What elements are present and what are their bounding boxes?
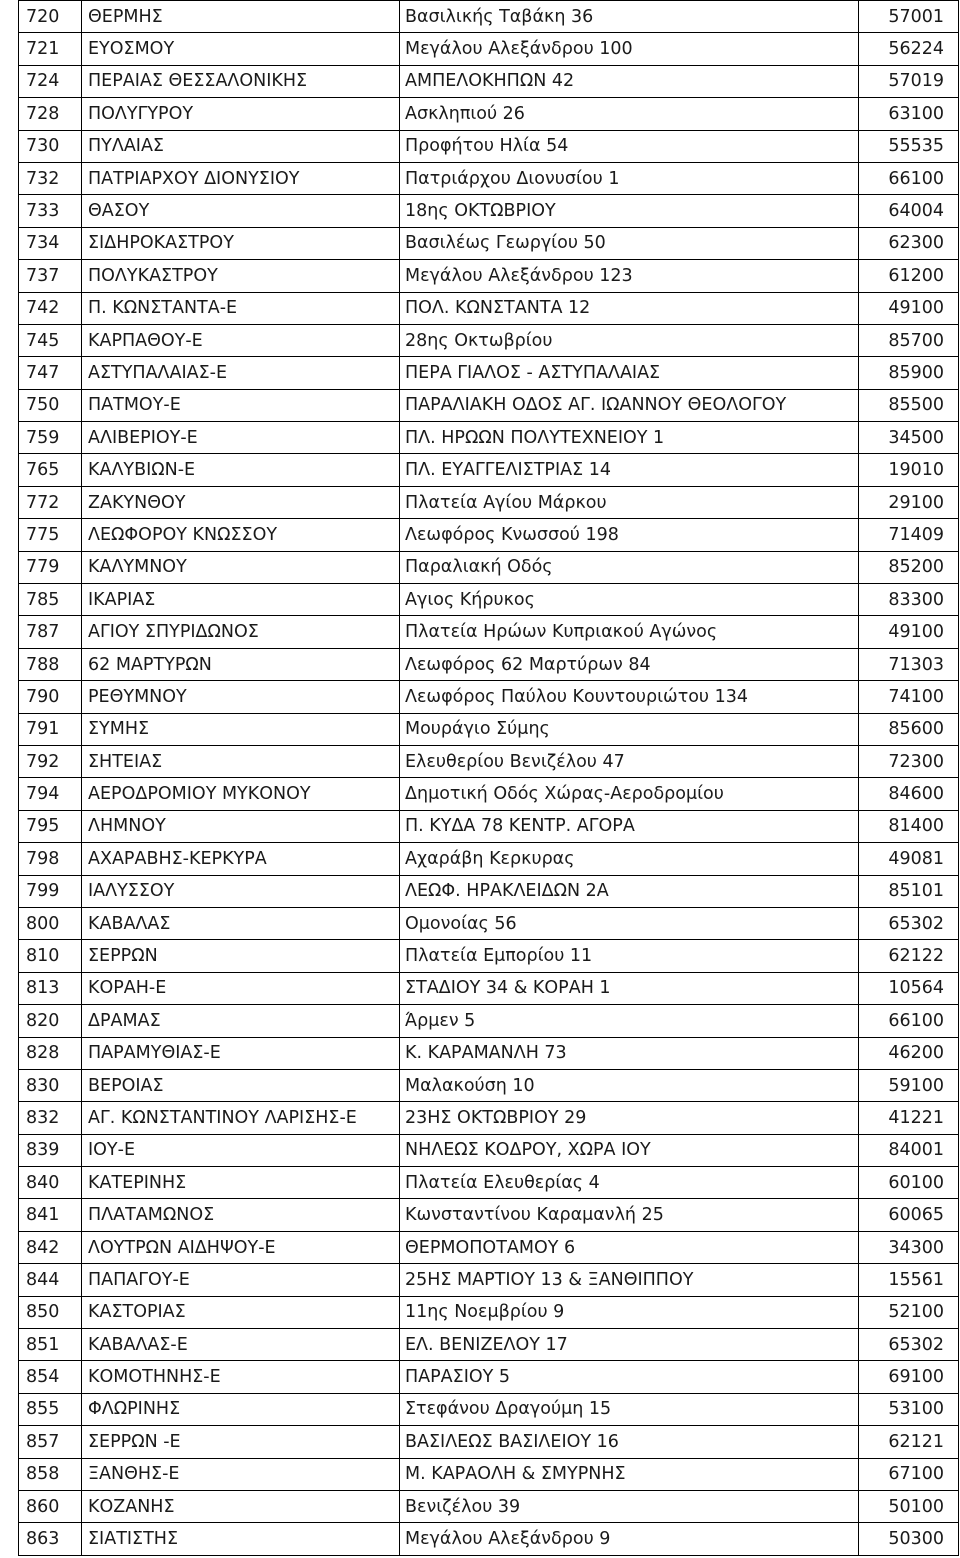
branch-name-cell: ΘΑΣΟΥ (82, 195, 400, 227)
postal-code-cell: 60065 (859, 1199, 959, 1231)
branch-address-cell: Πατριάρχου Διονυσίου 1 (400, 162, 859, 194)
branch-address-cell: 28ης Οκτωβρίου (400, 324, 859, 356)
branch-code-cell: 732 (19, 162, 82, 194)
branch-name-cell: ΣΕΡΡΩΝ -Ε (82, 1426, 400, 1458)
branch-name-cell: ΦΛΩΡΙΝΗΣ (82, 1393, 400, 1425)
branch-address-cell: Πλατεία Ηρώων Κυπριακού Αγώνος (400, 616, 859, 648)
postal-code-cell: 66100 (859, 1005, 959, 1037)
branch-code-cell: 733 (19, 195, 82, 227)
branch-code-cell: 863 (19, 1523, 82, 1555)
table-row (19, 1102, 959, 1134)
branch-address-cell: ΘΕΡΜΟΠΟΤΑΜΟΥ 6 (400, 1231, 859, 1263)
postal-code-cell: 10564 (859, 972, 959, 1004)
postal-code-cell: 81400 (859, 810, 959, 842)
table-row (19, 357, 959, 389)
postal-code-cell: 53100 (859, 1393, 959, 1425)
postal-code-cell: 15561 (859, 1264, 959, 1296)
branch-code-cell: 734 (19, 227, 82, 259)
branch-code-cell: 721 (19, 33, 82, 65)
branch-code-cell: 800 (19, 907, 82, 939)
table-row (19, 584, 959, 616)
table-row (19, 1426, 959, 1458)
postal-code-cell: 56224 (859, 33, 959, 65)
table-row (19, 810, 959, 842)
postal-code-cell: 49100 (859, 616, 959, 648)
postal-code-cell: 85600 (859, 713, 959, 745)
branch-address-cell: Μαλακούση 10 (400, 1069, 859, 1101)
branch-code-cell: 794 (19, 778, 82, 810)
branch-name-cell: ΚΑΛΥΜΝΟΥ (82, 551, 400, 583)
postal-code-cell: 50100 (859, 1490, 959, 1522)
branch-code-cell: 750 (19, 389, 82, 421)
branch-code-cell: 813 (19, 972, 82, 1004)
branch-code-cell: 772 (19, 486, 82, 518)
branch-name-cell: ΞΑΝΘΗΣ-Ε (82, 1458, 400, 1490)
branch-code-cell: 857 (19, 1426, 82, 1458)
branch-address-cell: ΣΤΑΔΙΟΥ 34 & ΚΟΡΑΗ 1 (400, 972, 859, 1004)
branch-address-cell: Λεωφόρος 62 Μαρτύρων 84 (400, 648, 859, 680)
branch-code-cell: 844 (19, 1264, 82, 1296)
branch-address-cell: ΠΕΡΑ ΓΙΑΛΟΣ - ΑΣΤΥΠΑΛΑΙΑΣ (400, 357, 859, 389)
branch-name-cell: ΔΡΑΜΑΣ (82, 1005, 400, 1037)
table-row (19, 260, 959, 292)
branch-code-cell: 765 (19, 454, 82, 486)
postal-code-cell: 57019 (859, 65, 959, 97)
postal-code-cell: 41221 (859, 1102, 959, 1134)
branch-address-cell: 11ης Νοεμβρίου 9 (400, 1296, 859, 1328)
branch-name-cell: ΖΑΚΥΝΘΟΥ (82, 486, 400, 518)
branch-name-cell: ΠΑΤΡΙΑΡΧΟΥ ΔΙΟΝΥΣΙΟΥ (82, 162, 400, 194)
postal-code-cell: 34300 (859, 1231, 959, 1263)
table-row (19, 972, 959, 1004)
branch-code-cell: 742 (19, 292, 82, 324)
branch-address-cell: 25ΗΣ ΜΑΡΤΙΟΥ 13 & ΞΑΝΘΙΠΠΟΥ (400, 1264, 859, 1296)
postal-code-cell: 34500 (859, 422, 959, 454)
branch-address-cell: Λεωφόρος Κνωσσού 198 (400, 519, 859, 551)
branch-name-cell: ΙΚΑΡΙΑΣ (82, 584, 400, 616)
postal-code-cell: 67100 (859, 1458, 959, 1490)
branch-code-cell: 830 (19, 1069, 82, 1101)
postal-code-cell: 64004 (859, 195, 959, 227)
branch-name-cell: ΠΟΛΥΓΥΡΟΥ (82, 98, 400, 130)
table-row (19, 1523, 959, 1555)
table-row (19, 1490, 959, 1522)
branch-name-cell: ΚΑΒΑΛΑΣ (82, 907, 400, 939)
branch-name-cell: ΚΟΡΑΗ-Ε (82, 972, 400, 1004)
branch-name-cell: ΚΟΜΟΤΗΝΗΣ-Ε (82, 1361, 400, 1393)
branch-code-cell: 759 (19, 422, 82, 454)
table-row (19, 1167, 959, 1199)
branch-address-cell: Κωνσταντίνου Καραμανλή 25 (400, 1199, 859, 1231)
table-row (19, 1264, 959, 1296)
postal-code-cell: 49100 (859, 292, 959, 324)
table-row (19, 65, 959, 97)
postal-code-cell: 19010 (859, 454, 959, 486)
branch-code-cell: 787 (19, 616, 82, 648)
table-row (19, 98, 959, 130)
branch-address-cell: Παραλιακή Οδός (400, 551, 859, 583)
branch-code-cell: 720 (19, 1, 82, 33)
postal-code-cell: 84001 (859, 1134, 959, 1166)
table-row (19, 1037, 959, 1069)
branch-table (18, 0, 959, 1556)
branch-name-cell: ΙΑΛΥΣΣΟΥ (82, 875, 400, 907)
branch-code-cell: 854 (19, 1361, 82, 1393)
branch-name-cell: ΛΗΜΝΟΥ (82, 810, 400, 842)
branch-name-cell: ΑΧΑΡΑΒΗΣ-ΚΕΡΚΥΡΑ (82, 843, 400, 875)
branch-address-cell: ΠΑΡΑΣΙΟΥ 5 (400, 1361, 859, 1393)
branch-code-cell: 747 (19, 357, 82, 389)
postal-code-cell: 74100 (859, 681, 959, 713)
postal-code-cell: 72300 (859, 745, 959, 777)
table-row (19, 940, 959, 972)
postal-code-cell: 69100 (859, 1361, 959, 1393)
branch-code-cell: 795 (19, 810, 82, 842)
table-row (19, 389, 959, 421)
branch-address-cell: Αχαράβη Κερκυρας (400, 843, 859, 875)
postal-code-cell: 62122 (859, 940, 959, 972)
branch-address-cell: ΛΕΩΦ. ΗΡΑΚΛΕΙΔΩΝ 2Α (400, 875, 859, 907)
branch-address-cell: Μουράγιο Σύμης (400, 713, 859, 745)
branch-code-cell: 728 (19, 98, 82, 130)
branch-name-cell: ΚΑΛΥΒΙΩΝ-Ε (82, 454, 400, 486)
postal-code-cell: 62300 (859, 227, 959, 259)
table-row (19, 681, 959, 713)
branch-address-cell: ΠΛ. ΕΥΑΓΓΕΛΙΣΤΡΙΑΣ 14 (400, 454, 859, 486)
table-row (19, 1, 959, 33)
branch-name-cell: ΑΓ. ΚΩΝΣΤΑΝΤΙΝΟΥ ΛΑΡΙΣΗΣ-Ε (82, 1102, 400, 1134)
branch-name-cell: ΙΟΥ-Ε (82, 1134, 400, 1166)
branch-name-cell: ΠΑΡΑΜΥΘΙΑΣ-Ε (82, 1037, 400, 1069)
branch-address-cell: 18ης ΟΚΤΩΒΡΙΟΥ (400, 195, 859, 227)
table-row (19, 519, 959, 551)
branch-code-cell: 840 (19, 1167, 82, 1199)
branch-code-cell: 839 (19, 1134, 82, 1166)
branch-address-cell: Κ. ΚΑΡΑΜΑΝΛΗ 73 (400, 1037, 859, 1069)
branch-address-cell: Στεφάνου Δραγούμη 15 (400, 1393, 859, 1425)
table-row (19, 551, 959, 583)
branch-name-cell: ΒΕΡΟΙΑΣ (82, 1069, 400, 1101)
postal-code-cell: 85900 (859, 357, 959, 389)
branch-name-cell: ΠΑΠΑΓΟΥ-Ε (82, 1264, 400, 1296)
branch-name-cell: Π. ΚΩΝΣΤΑΝΤΑ-Ε (82, 292, 400, 324)
branch-name-cell: ΑΕΡΟΔΡΟΜΙΟΥ ΜΥΚΟΝΟΥ (82, 778, 400, 810)
branch-code-cell: 842 (19, 1231, 82, 1263)
postal-code-cell: 46200 (859, 1037, 959, 1069)
branch-address-cell: Μ. ΚΑΡΑΟΛΗ & ΣΜΥΡΝΗΣ (400, 1458, 859, 1490)
branch-code-cell: 798 (19, 843, 82, 875)
branch-code-cell: 790 (19, 681, 82, 713)
postal-code-cell: 85200 (859, 551, 959, 583)
branch-code-cell: 724 (19, 65, 82, 97)
branch-address-cell: Βασιλέως Γεωργίου 50 (400, 227, 859, 259)
branch-code-cell: 820 (19, 1005, 82, 1037)
table-row (19, 130, 959, 162)
branch-code-cell: 788 (19, 648, 82, 680)
postal-code-cell: 59100 (859, 1069, 959, 1101)
branch-address-cell: ΕΛ. ΒΕΝΙΖΕΛΟΥ 17 (400, 1329, 859, 1361)
table-row (19, 324, 959, 356)
table-row (19, 1458, 959, 1490)
table-row (19, 454, 959, 486)
branch-name-cell: ΠΑΤΜΟΥ-Ε (82, 389, 400, 421)
branch-name-cell: 62 ΜΑΡΤΥΡΩΝ (82, 648, 400, 680)
postal-code-cell: 61200 (859, 260, 959, 292)
branch-address-cell: Μεγάλου Αλεξάνδρου 9 (400, 1523, 859, 1555)
table-row (19, 713, 959, 745)
table-row (19, 745, 959, 777)
postal-code-cell: 83300 (859, 584, 959, 616)
branch-address-cell: Πλατεία Ελευθερίας 4 (400, 1167, 859, 1199)
table-row (19, 778, 959, 810)
branch-code-cell: 775 (19, 519, 82, 551)
branch-code-cell: 850 (19, 1296, 82, 1328)
postal-code-cell: 71409 (859, 519, 959, 551)
table-row (19, 1134, 959, 1166)
table-row (19, 1231, 959, 1263)
postal-code-cell: 63100 (859, 98, 959, 130)
branch-address-cell: Ελευθερίου Βενιζέλου 47 (400, 745, 859, 777)
branch-code-cell: 779 (19, 551, 82, 583)
branch-code-cell: 810 (19, 940, 82, 972)
branch-code-cell: 730 (19, 130, 82, 162)
postal-code-cell: 57001 (859, 1, 959, 33)
branch-name-cell: ΚΟΖΑΝΗΣ (82, 1490, 400, 1522)
branch-address-cell: Ασκληπιού 26 (400, 98, 859, 130)
branch-address-cell: ΝΗΛΕΩΣ ΚΟΔΡΟΥ, ΧΩΡΑ ΙΟΥ (400, 1134, 859, 1166)
branch-address-cell: Π. ΚΥΔΑ 78 ΚΕΝΤΡ. ΑΓΟΡΑ (400, 810, 859, 842)
branch-code-cell: 737 (19, 260, 82, 292)
branch-address-cell: Πλατεία Εμπορίου 11 (400, 940, 859, 972)
postal-code-cell: 52100 (859, 1296, 959, 1328)
branch-name-cell: ΚΑΡΠΑΘΟΥ-Ε (82, 324, 400, 356)
table-row (19, 227, 959, 259)
branch-address-cell: Βενιζέλου 39 (400, 1490, 859, 1522)
branch-name-cell: ΚΑΒΑΛΑΣ-Ε (82, 1329, 400, 1361)
table-row (19, 33, 959, 65)
table-row (19, 1296, 959, 1328)
table-row (19, 1199, 959, 1231)
branch-name-cell: ΚΑΤΕΡΙΝΗΣ (82, 1167, 400, 1199)
postal-code-cell: 84600 (859, 778, 959, 810)
postal-code-cell: 65302 (859, 907, 959, 939)
table-row (19, 1393, 959, 1425)
branch-name-cell: ΠΛΑΤΑΜΩΝΟΣ (82, 1199, 400, 1231)
postal-code-cell: 71303 (859, 648, 959, 680)
table-row (19, 1361, 959, 1393)
branch-code-cell: 832 (19, 1102, 82, 1134)
table-row (19, 486, 959, 518)
branch-name-cell: ΠΕΡΑΙΑΣ ΘΕΣΣΑΛΟΝΙΚΗΣ (82, 65, 400, 97)
branch-address-cell: Αγιος Κήρυκος (400, 584, 859, 616)
branch-name-cell: ΣΥΜΗΣ (82, 713, 400, 745)
branch-address-cell: Πλατεία Αγίου Μάρκου (400, 486, 859, 518)
table-row (19, 422, 959, 454)
branch-address-cell: Προφήτου Ηλία 54 (400, 130, 859, 162)
postal-code-cell: 49081 (859, 843, 959, 875)
table-row (19, 648, 959, 680)
postal-code-cell: 29100 (859, 486, 959, 518)
branch-name-cell: ΣΗΤΕΙΑΣ (82, 745, 400, 777)
branch-name-cell: ΠΥΛΑΙΑΣ (82, 130, 400, 162)
table-row (19, 195, 959, 227)
branch-address-cell: Μεγάλου Αλεξάνδρου 100 (400, 33, 859, 65)
postal-code-cell: 66100 (859, 162, 959, 194)
branch-table-body (19, 1, 959, 1556)
branch-code-cell: 860 (19, 1490, 82, 1522)
branch-name-cell: ΚΑΣΤΟΡΙΑΣ (82, 1296, 400, 1328)
branch-address-cell: ΠΟΛ. ΚΩΝΣΤΑΝΤΑ 12 (400, 292, 859, 324)
branch-name-cell: ΣΕΡΡΩΝ (82, 940, 400, 972)
table-row (19, 1069, 959, 1101)
table-row (19, 1005, 959, 1037)
table-row (19, 843, 959, 875)
branch-address-cell: Άρμεν 5 (400, 1005, 859, 1037)
branch-address-cell: ΑΜΠΕΛΟΚΗΠΩΝ 42 (400, 65, 859, 97)
branch-address-cell: Ομονοίας 56 (400, 907, 859, 939)
postal-code-cell: 50300 (859, 1523, 959, 1555)
branch-code-cell: 858 (19, 1458, 82, 1490)
branch-name-cell: ΘΕΡΜΗΣ (82, 1, 400, 33)
branch-code-cell: 841 (19, 1199, 82, 1231)
branch-code-cell: 792 (19, 745, 82, 777)
branch-name-cell: ΑΣΤΥΠΑΛΑΙΑΣ-Ε (82, 357, 400, 389)
postal-code-cell: 85500 (859, 389, 959, 421)
branch-name-cell: ΣΙΑΤΙΣΤΗΣ (82, 1523, 400, 1555)
branch-address-cell: ΠΑΡΑΛΙΑΚΗ ΟΔΟΣ ΑΓ. ΙΩΑΝΝΟΥ ΘΕΟΛΟΓΟΥ (400, 389, 859, 421)
table-row (19, 907, 959, 939)
branch-name-cell: ΛΕΩΦΟΡΟΥ ΚΝΩΣΣΟΥ (82, 519, 400, 551)
branch-code-cell: 855 (19, 1393, 82, 1425)
branch-name-cell: ΛΟΥΤΡΩΝ ΑΙΔΗΨΟΥ-Ε (82, 1231, 400, 1263)
table-row (19, 292, 959, 324)
branch-address-cell: ΠΛ. ΗΡΩΩΝ ΠΟΛΥΤΕΧΝΕΙΟΥ 1 (400, 422, 859, 454)
table-row (19, 616, 959, 648)
branch-address-cell: ΒΑΣΙΛΕΩΣ ΒΑΣΙΛΕΙΟΥ 16 (400, 1426, 859, 1458)
branch-code-cell: 828 (19, 1037, 82, 1069)
postal-code-cell: 85700 (859, 324, 959, 356)
branch-name-cell: ΠΟΛΥΚΑΣΤΡΟΥ (82, 260, 400, 292)
postal-code-cell: 60100 (859, 1167, 959, 1199)
branch-address-cell: Δημοτική Οδός Χώρας-Αεροδρομίου (400, 778, 859, 810)
table-row (19, 162, 959, 194)
branch-name-cell: ΕΥΟΣΜΟΥ (82, 33, 400, 65)
table-row (19, 1329, 959, 1361)
postal-code-cell: 65302 (859, 1329, 959, 1361)
branch-code-cell: 799 (19, 875, 82, 907)
branch-code-cell: 745 (19, 324, 82, 356)
postal-code-cell: 62121 (859, 1426, 959, 1458)
branch-code-cell: 791 (19, 713, 82, 745)
table-row (19, 875, 959, 907)
branch-code-cell: 785 (19, 584, 82, 616)
postal-code-cell: 55535 (859, 130, 959, 162)
postal-code-cell: 85101 (859, 875, 959, 907)
branch-name-cell: ΣΙΔΗΡΟΚΑΣΤΡΟΥ (82, 227, 400, 259)
branch-address-cell: Βασιλικής Ταβάκη 36 (400, 1, 859, 33)
branch-address-cell: 23ΗΣ ΟΚΤΩΒΡΙΟΥ 29 (400, 1102, 859, 1134)
branch-name-cell: ΑΛΙΒΕΡΙΟΥ-Ε (82, 422, 400, 454)
branch-name-cell: ΡΕΘΥΜΝΟΥ (82, 681, 400, 713)
branch-address-cell: Λεωφόρος Παύλου Κουντουριώτου 134 (400, 681, 859, 713)
branch-address-cell: Μεγάλου Αλεξάνδρου 123 (400, 260, 859, 292)
branch-name-cell: ΑΓΙΟΥ ΣΠΥΡΙΔΩΝΟΣ (82, 616, 400, 648)
branch-code-cell: 851 (19, 1329, 82, 1361)
